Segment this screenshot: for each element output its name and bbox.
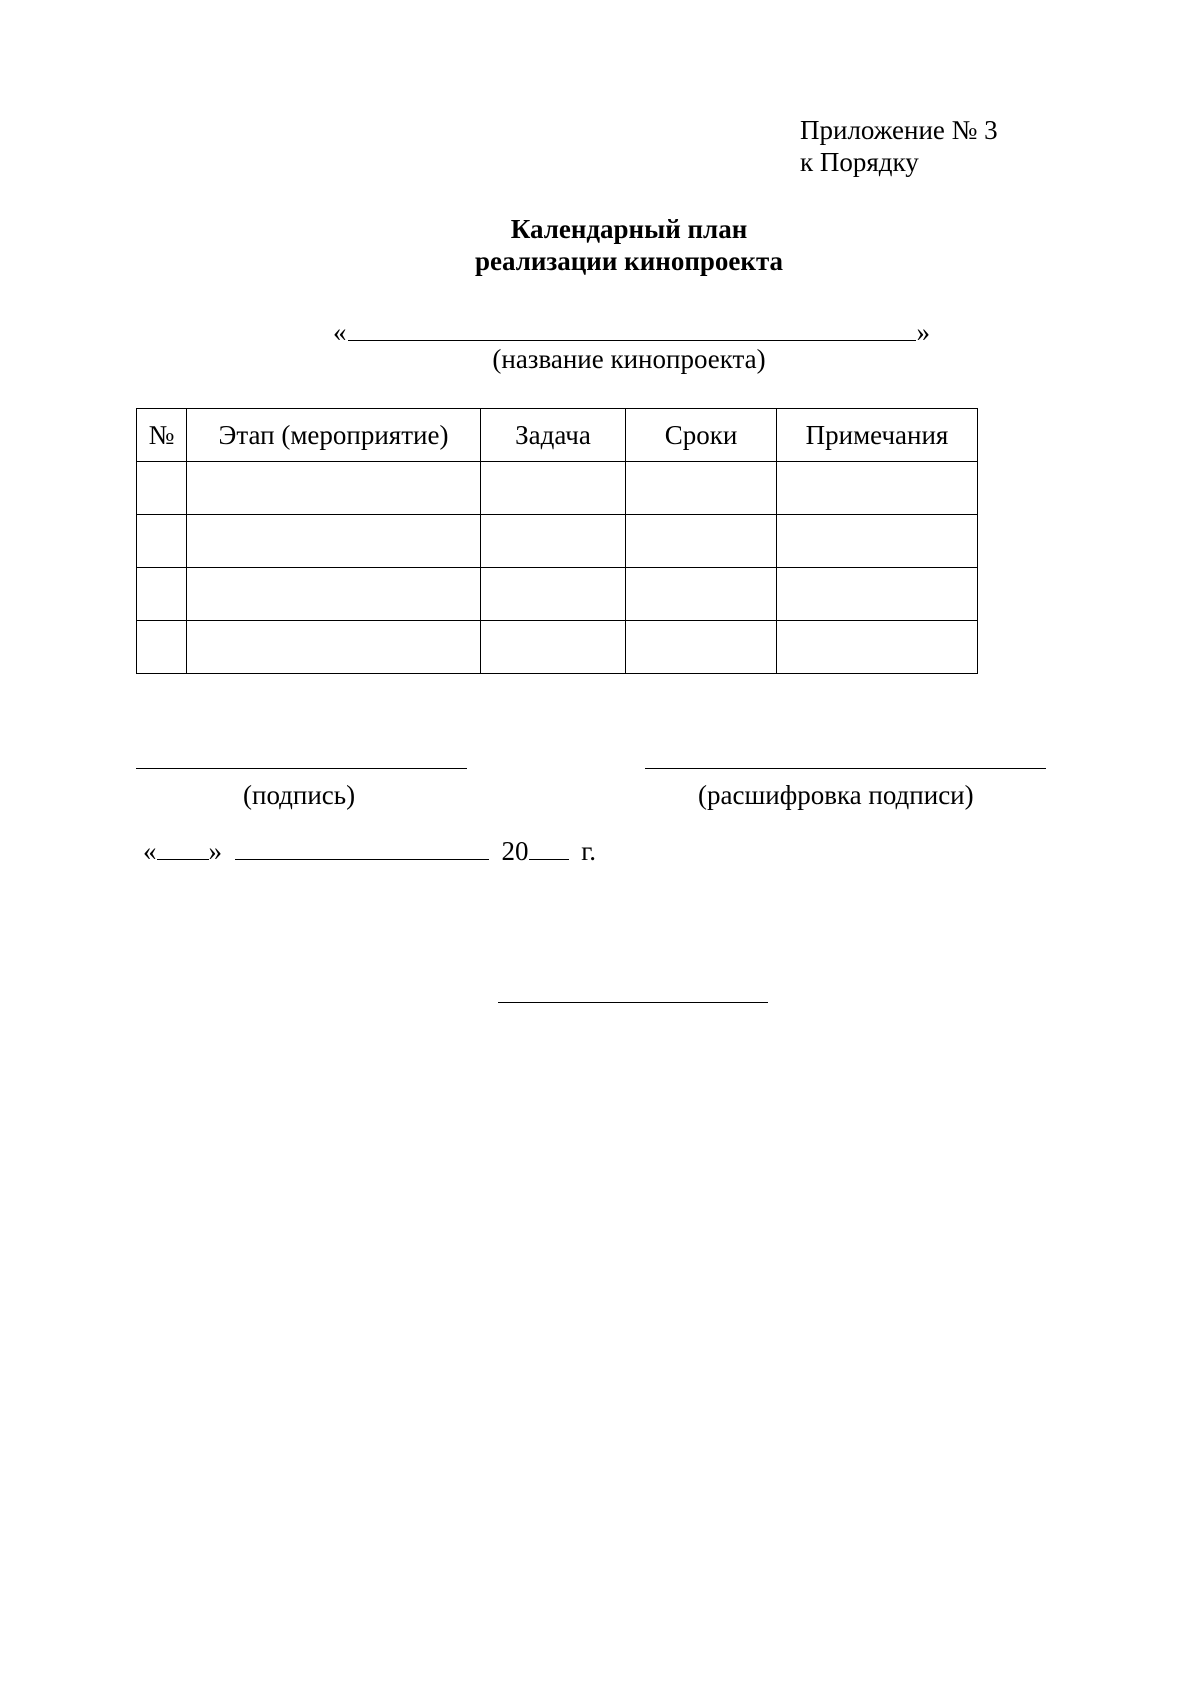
date-field <box>143 833 596 867</box>
table-cell[interactable] <box>626 621 777 674</box>
table-cell[interactable] <box>481 568 626 621</box>
table-cell[interactable] <box>187 462 481 515</box>
table-cell[interactable] <box>481 462 626 515</box>
table-cell[interactable] <box>481 515 626 568</box>
month-blank[interactable] <box>235 833 489 860</box>
table-cell[interactable] <box>626 568 777 621</box>
appendix-number: Приложение № 3 <box>800 115 998 145</box>
title-line-2: реализации кинопроекта <box>474 246 784 276</box>
appendix-order: к Порядку <box>800 147 919 177</box>
year-blank[interactable] <box>529 833 569 860</box>
table-cell[interactable] <box>187 621 481 674</box>
project-name-caption: (название кинопроекта) <box>492 344 766 374</box>
table-cell[interactable] <box>777 621 978 674</box>
table-cell[interactable] <box>137 568 187 621</box>
document-end-separator <box>498 1002 768 1003</box>
close-quote: » <box>916 317 930 347</box>
calendar-plan-table <box>136 408 978 674</box>
column-header-task: Задача <box>481 409 626 462</box>
table-cell[interactable] <box>626 462 777 515</box>
project-name-blank[interactable] <box>348 312 916 341</box>
table-cell[interactable] <box>187 568 481 621</box>
column-header-stage: Этап (мероприятие) <box>187 409 481 462</box>
table-row <box>137 568 978 621</box>
project-name-field <box>333 312 930 347</box>
day-blank[interactable] <box>157 833 209 860</box>
table-cell[interactable] <box>777 515 978 568</box>
date-open-quote: « <box>143 836 157 866</box>
table-row <box>137 621 978 674</box>
table-cell[interactable] <box>777 568 978 621</box>
table-header-row <box>137 409 978 462</box>
signature-decoding-line[interactable] <box>645 768 1046 769</box>
open-quote: « <box>333 317 347 347</box>
table-cell[interactable] <box>481 621 626 674</box>
column-header-deadline: Сроки <box>626 409 777 462</box>
date-close-quote: » <box>208 836 222 866</box>
appendix-reference <box>800 114 998 178</box>
document-title <box>0 213 1200 277</box>
table-cell[interactable] <box>626 515 777 568</box>
table-cell[interactable] <box>777 462 978 515</box>
table-cell[interactable] <box>187 515 481 568</box>
table-cell[interactable] <box>137 515 187 568</box>
table-cell[interactable] <box>137 462 187 515</box>
column-header-number: № <box>137 409 187 462</box>
year-prefix: 20 <box>501 836 529 866</box>
table-row <box>137 515 978 568</box>
title-line-1: Календарный план <box>510 214 748 244</box>
column-header-notes: Примечания <box>777 409 978 462</box>
table-row <box>137 462 978 515</box>
year-suffix: г. <box>581 836 597 866</box>
signature-decoding-caption: (расшифровка подписи) <box>698 780 974 810</box>
table-cell[interactable] <box>137 621 187 674</box>
signature-caption: (подпись) <box>243 780 356 810</box>
signature-line[interactable] <box>136 768 467 769</box>
